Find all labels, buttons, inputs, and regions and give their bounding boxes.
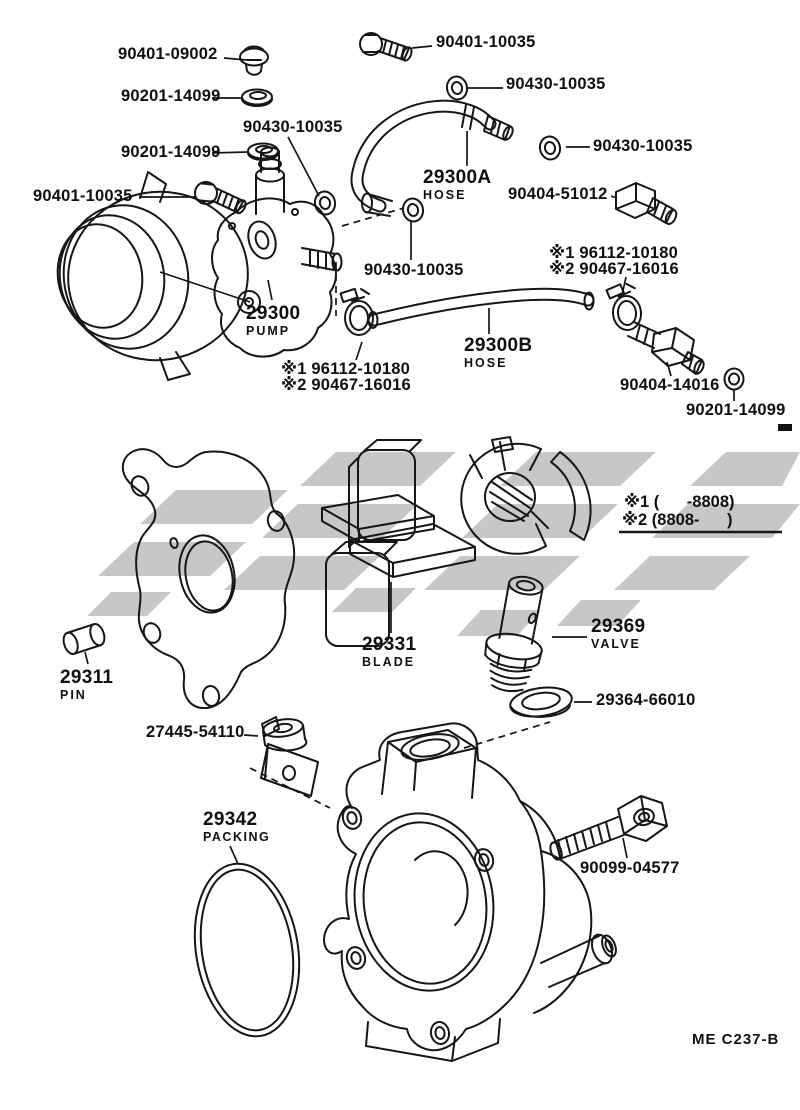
callout-96112-10180-2: ※1 96112-10180 — [281, 360, 410, 378]
callout-96112-10180: ※1 96112-10180 — [549, 244, 678, 262]
callout-29342: 29342 PACKING — [203, 809, 271, 844]
watermark-logo — [87, 452, 800, 636]
hose-clamp-art — [341, 283, 643, 335]
packing-ring-art — [183, 856, 311, 1044]
callout-29300a: 29300A HOSE — [423, 167, 492, 202]
callout-27445-54110: 27445-54110 — [146, 723, 245, 741]
legend-line-2: ※2 (8808- ) — [622, 511, 733, 529]
callout-90099-04577: 90099-04577 — [580, 859, 680, 877]
pump-housing-art — [324, 723, 619, 1061]
callout-90201-14099-2: 90201-14099 — [121, 143, 221, 161]
legend-line-1: ※1 ( -8808) — [624, 493, 735, 511]
hose-b-art — [369, 293, 594, 329]
callout-29300b: 29300B HOSE — [464, 335, 533, 370]
valve-washer-art — [508, 684, 573, 720]
callout-90404-14016: 90404-14016 — [620, 376, 720, 394]
callout-90430-10035: 90430-10035 — [506, 75, 606, 93]
bracket-clamp-art — [261, 717, 318, 796]
drawing-code: ME C237-B — [692, 1031, 780, 1048]
callout-29364-66010: 29364-66010 — [596, 691, 696, 709]
callout-90467-16016: ※2 90467-16016 — [549, 260, 679, 278]
callout-90430-10035-4: 90430-10035 — [364, 261, 464, 279]
callout-29311: 29311 PIN — [60, 667, 114, 702]
callout-29331: 29331 BLADE — [362, 634, 417, 669]
callout-90201-14099-3: 90201-14099 — [686, 401, 786, 419]
print-registration-mark — [778, 424, 792, 431]
pin-art — [61, 622, 107, 656]
callout-90467-16016-2: ※2 90467-16016 — [281, 376, 411, 394]
vacuum-pump-art — [50, 148, 342, 381]
callout-90404-51012: 90404-51012 — [508, 185, 608, 203]
callout-29369: 29369 VALVE — [591, 616, 646, 651]
union-fitting-art — [616, 183, 678, 226]
callout-90430-10035-3: 90430-10035 — [593, 137, 693, 155]
callout-90430-10035-2: 90430-10035 — [243, 118, 343, 136]
callout-90401-09002: 90401-09002 — [118, 45, 218, 63]
hose-fitting-art — [628, 322, 706, 375]
callout-90401-10035: 90401-10035 — [436, 33, 536, 51]
bolt-art — [548, 796, 667, 861]
callout-90201-14099: 90201-14099 — [121, 87, 221, 105]
callout-29300: 29300 PUMP — [246, 303, 301, 338]
callout-90401-10035-2: 90401-10035 — [33, 187, 133, 205]
